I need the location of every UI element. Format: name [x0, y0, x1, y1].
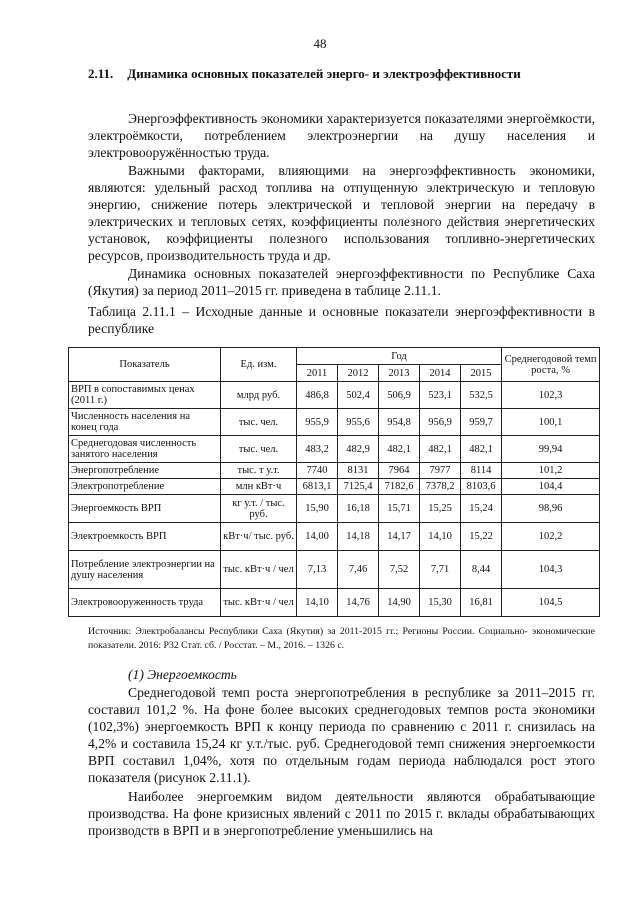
row-unit: тыс. чел. — [221, 409, 297, 436]
header-year: Год — [297, 348, 502, 365]
paragraph-1: Энергоэффективность экономики характеризуется показателями энергоёмкости, электроёмкости, потреблением электроэнергии на душу населения и электровооружённостью труда. — [88, 111, 595, 160]
cell-value: 506,9 — [379, 382, 420, 409]
cell-avg: 104,4 — [502, 479, 600, 495]
cell-value: 483,2 — [297, 436, 338, 463]
cell-value: 14,90 — [379, 589, 420, 617]
cell-value: 956,9 — [420, 409, 461, 436]
cell-avg: 104,5 — [502, 589, 600, 617]
cell-value: 15,90 — [297, 495, 338, 523]
table-row — [69, 551, 600, 589]
section-number: 2.11. — [88, 66, 114, 81]
cell-value: 16,18 — [338, 495, 379, 523]
cell-avg: 100,1 — [502, 409, 600, 436]
cell-value: 14,18 — [338, 523, 379, 551]
cell-value: 14,10 — [420, 523, 461, 551]
source-note: Источник: Электробалансы Республики Саха (Якутия) за 2011-2015 гг.; Регионы России. Социально- экономические показатели. 2016: Р32 Стат. сб. / Росстат. – М., 2016. – 1326 с. — [88, 626, 595, 651]
table-row — [69, 589, 600, 617]
cell-value: 482,9 — [338, 436, 379, 463]
cell-value: 955,6 — [338, 409, 379, 436]
cell-value: 7977 — [420, 463, 461, 479]
cell-value: 955,9 — [297, 409, 338, 436]
row-name: Численность населения на конец года — [69, 409, 221, 436]
row-name: Электроемкость ВРП — [69, 523, 221, 551]
cell-avg: 101,2 — [502, 463, 600, 479]
cell-value: 532,5 — [461, 382, 502, 409]
row-unit: кг у.т. / тыс. руб. — [221, 495, 297, 523]
paragraph-4: Среднегодовой темп роста энергопотребления в республике за 2011–2015 гг. составил 101,2 %. На фоне более высоких среднегодовых темпов роста экономики (102,3%) энергоемкость ВРП к концу периода по сравнению с 2011 г. снизилась на 4,2% и составила 15,24 кг у.т./тыс. руб. Среднегодовой темп снижения энергоемкости ВРП составил 1,04%, хотя по отдельным годам периода наблюдался рост этого показателя (рисунок 2.11.1). — [88, 685, 595, 785]
cell-avg: 102,2 — [502, 523, 600, 551]
cell-avg: 104,3 — [502, 551, 600, 589]
row-name: Энергопотребление — [69, 463, 221, 479]
cell-value: 15,25 — [420, 495, 461, 523]
cell-value: 502,4 — [338, 382, 379, 409]
cell-value: 8114 — [461, 463, 502, 479]
cell-value: 7,46 — [338, 551, 379, 589]
paragraph-5: Наиболее энергоемким видом деятельности являются обрабатывающие производства. На фоне кризисных явлений с 2011 по 2015 г. вклады обрабатывающих производств в ВРП и в энергопотребление уменьшились на — [88, 789, 595, 838]
cell-value: 14,17 — [379, 523, 420, 551]
cell-value: 14,00 — [297, 523, 338, 551]
data-table — [68, 347, 600, 617]
paragraph-2: Важными факторами, влияющими на энергоэффективность экономики, являются: удельный расход топлива на отпущенную электрическую и тепловую энергию, снижение потерь электрической и тепловой энергии на передачу в электрических и тепловых сетях, коэффициенты полезного действия энергетических установок, коэффициенты полезного использования топливно-энергетических ресурсов, производительность труда и др. — [88, 163, 595, 263]
subsection-title: (1) Энергоемкость — [128, 667, 237, 682]
table-row — [69, 523, 600, 551]
header-year-2012: 2012 — [338, 365, 379, 382]
paragraph-3: Динамика основных показателей энергоэффективности по Республике Саха (Якутия) за период 2011–2015 гг. приведена в таблице 2.11.1. — [88, 266, 595, 298]
row-unit: кВт·ч/ тыс. руб. — [221, 523, 297, 551]
table-row — [69, 463, 600, 479]
header-avg-growth: Среднегодовой темп роста, % — [502, 348, 600, 382]
cell-value: 7,52 — [379, 551, 420, 589]
cell-value: 16,81 — [461, 589, 502, 617]
table-row — [69, 479, 600, 495]
cell-value: 7125,4 — [338, 479, 379, 495]
header-unit: Ед. изм. — [221, 348, 297, 382]
cell-value: 6813,1 — [297, 479, 338, 495]
row-name: Энергоемкость ВРП — [69, 495, 221, 523]
row-unit: млрд руб. — [221, 382, 297, 409]
row-unit: млн кВт·ч — [221, 479, 297, 495]
cell-value: 7,13 — [297, 551, 338, 589]
cell-value: 959,7 — [461, 409, 502, 436]
cell-value: 482,1 — [461, 436, 502, 463]
cell-value: 7740 — [297, 463, 338, 479]
cell-value: 7182,6 — [379, 479, 420, 495]
cell-value: 14,10 — [297, 589, 338, 617]
cell-value: 15,71 — [379, 495, 420, 523]
cell-value: 7378,2 — [420, 479, 461, 495]
cell-value: 523,1 — [420, 382, 461, 409]
table-row — [69, 409, 600, 436]
cell-value: 954,8 — [379, 409, 420, 436]
cell-value: 486,8 — [297, 382, 338, 409]
cell-value: 7,71 — [420, 551, 461, 589]
header-year-2011: 2011 — [297, 365, 338, 382]
cell-value: 15,30 — [420, 589, 461, 617]
table-caption: Таблица 2.11.1 – Исходные данные и основные показатели энергоэффективности в республике — [88, 304, 595, 336]
header-year-2014: 2014 — [420, 365, 461, 382]
cell-avg: 102,3 — [502, 382, 600, 409]
header-indicator: Показатель — [69, 348, 221, 382]
cell-value: 7964 — [379, 463, 420, 479]
header-year-2013: 2013 — [379, 365, 420, 382]
cell-value: 482,1 — [420, 436, 461, 463]
row-name: ВРП в сопоставимых ценах (2011 г.) — [69, 382, 221, 409]
section-heading — [88, 66, 521, 82]
row-unit: тыс. кВт·ч / чел — [221, 589, 297, 617]
cell-value: 14,76 — [338, 589, 379, 617]
cell-value: 8103,6 — [461, 479, 502, 495]
cell-value: 8,44 — [461, 551, 502, 589]
row-unit: тыс. кВт·ч / чел — [221, 551, 297, 589]
table-row — [69, 495, 600, 523]
row-unit: тыс. чел. — [221, 436, 297, 463]
section-title: Динамика основных показателей энерго- и электроэффективности — [127, 66, 521, 81]
page-number: 48 — [313, 36, 327, 51]
row-unit: тыс. т у.т. — [221, 463, 297, 479]
table-row — [69, 436, 600, 463]
cell-value: 482,1 — [379, 436, 420, 463]
cell-avg: 98,96 — [502, 495, 600, 523]
table-row — [69, 382, 600, 409]
header-year-2015: 2015 — [461, 365, 502, 382]
cell-value: 8131 — [338, 463, 379, 479]
cell-value: 15,22 — [461, 523, 502, 551]
row-name: Потребление электроэнергии на душу населения — [69, 551, 221, 589]
row-name: Среднегодовая численность занятого населения — [69, 436, 221, 463]
row-name: Электропотребление — [69, 479, 221, 495]
cell-value: 15,24 — [461, 495, 502, 523]
cell-avg: 99,94 — [502, 436, 600, 463]
row-name: Электровооруженность труда — [69, 589, 221, 617]
